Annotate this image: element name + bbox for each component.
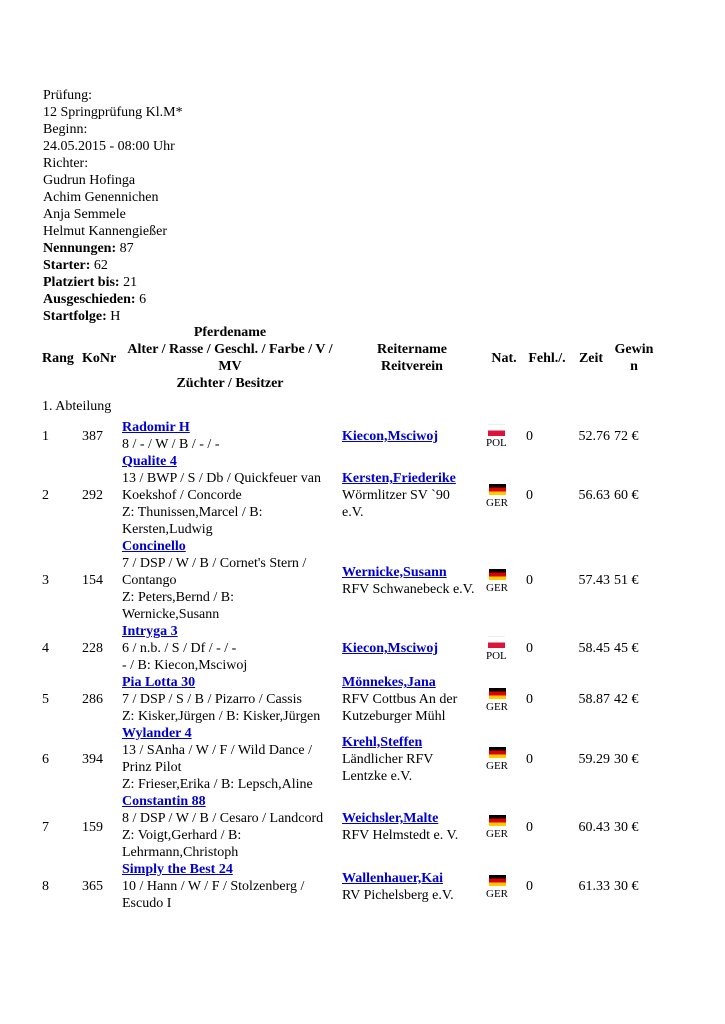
table-row (40, 453, 656, 538)
richter-3: Anja Semmele (43, 207, 126, 222)
nat-code: GER (486, 700, 508, 713)
gewinn-cell: 45 € (614, 641, 639, 656)
horse-link[interactable]: Qualite 4 (122, 454, 177, 469)
horse-cell (120, 419, 340, 453)
rider-cell (340, 623, 484, 674)
horse-cell (120, 861, 340, 912)
beginn-value: 24.05.2015 - 08:00 Uhr (43, 139, 175, 154)
header-gewinn: Gewin n (614, 342, 654, 374)
rider-cell (340, 861, 484, 912)
flag-icon (489, 688, 506, 699)
rider-link[interactable]: Krehl,Steffen (342, 734, 423, 750)
horse-detail-line: Escudo I (122, 896, 172, 911)
richter-label: Richter: (43, 156, 89, 171)
starter-line: Starter: 62 (43, 258, 108, 273)
richter-2: Achim Genennichen (43, 190, 159, 205)
ausgeschieden-line: Ausgeschieden: 6 (43, 292, 147, 307)
beginn-label: Beginn: (43, 122, 88, 137)
zeit-cell: 52.76 (578, 428, 610, 444)
header-row (40, 324, 656, 392)
gewinn-cell: 72 € (614, 428, 639, 444)
club-line: Kutzeburger Mühl (342, 709, 446, 724)
header-rang: Rang (42, 350, 74, 366)
rider-cell (340, 419, 484, 453)
gewinn-cell: 51 € (614, 573, 639, 588)
horse-cell (120, 725, 340, 793)
flag-icon (489, 875, 506, 886)
horse-detail-line: Prinz Pilot (122, 760, 182, 775)
flag-icon (489, 569, 506, 580)
fehl-cell: 0 (526, 573, 533, 588)
nat-code: POL (486, 649, 507, 662)
richter-1: Gudrun Hofinga (43, 173, 136, 188)
table-row (40, 725, 656, 793)
platziert-line: Platziert bis: 21 (43, 275, 138, 290)
fehl-cell: 0 (526, 641, 533, 656)
horse-cell (120, 623, 340, 674)
horse-detail-line: - / B: Kiecon,Msciwoj (122, 658, 248, 673)
rank-cell: 6 (42, 751, 49, 767)
rider-cell (340, 453, 484, 538)
table-row (40, 623, 656, 674)
fehl-cell: 0 (526, 751, 533, 767)
horse-detail-line: 10 / Hann / W / F / Stolzenberg / (122, 879, 305, 894)
nat-cell (484, 623, 524, 674)
table-row (40, 419, 656, 453)
pruefung-label: Prüfung: (43, 88, 92, 103)
nat-cell (484, 861, 524, 912)
horse-detail-line: Wernicke,Susann (122, 607, 220, 622)
flag-icon (489, 815, 506, 826)
section-row (40, 392, 656, 419)
horse-cell (120, 453, 340, 538)
header-konr: KoNr (82, 350, 117, 366)
rank-cell: 4 (42, 641, 49, 656)
rider-link[interactable]: Kiecon,Msciwoj (342, 641, 439, 656)
rider-cell (340, 725, 484, 793)
nat-code: GER (486, 496, 508, 509)
zeit-cell: 56.63 (578, 488, 610, 503)
header-pferd: Pferdename Alter / Rasse / Geschl. / Farbe / V / MV Züchter / Besitzer (127, 325, 333, 391)
table-row (40, 793, 656, 861)
nat-cell (484, 453, 524, 538)
horse-cell (120, 538, 340, 623)
konr-cell: 365 (82, 879, 103, 894)
horse-detail-line: Z: Frieser,Erika / B: Lepsch,Aline (122, 777, 313, 792)
nat-cell (484, 419, 524, 453)
richter-4: Helmut Kannengießer (43, 224, 168, 239)
flag-icon (488, 636, 505, 648)
rank-cell: 2 (42, 488, 49, 503)
nat-code: GER (486, 581, 508, 594)
zeit-cell: 59.29 (578, 751, 610, 767)
table-row (40, 861, 656, 912)
konr-cell: 387 (82, 428, 103, 444)
konr-cell: 228 (82, 641, 103, 656)
nat-code: GER (486, 887, 508, 900)
nat-cell (484, 725, 524, 793)
rank-cell: 5 (42, 692, 49, 707)
fehl-cell: 0 (526, 692, 533, 707)
zeit-cell: 58.45 (578, 641, 610, 656)
horse-cell (120, 793, 340, 861)
horse-detail-line: 7 / DSP / W / B / Cornet's Stern / (122, 556, 307, 571)
horse-detail-line: 7 / DSP / S / B / Pizarro / Cassis (122, 692, 302, 707)
startfolge-line: Startfolge: H (43, 309, 121, 324)
nat-code: POL (486, 437, 507, 449)
club-line: e.V. (342, 505, 364, 520)
konr-cell: 292 (82, 488, 103, 503)
rider-cell (340, 674, 484, 725)
header-nat: Nat. (491, 350, 517, 366)
nat-code: GER (486, 760, 508, 772)
header-zeit: Zeit (578, 350, 604, 366)
rank-cell: 1 (42, 428, 49, 444)
horse-detail-line: Z: Voigt,Gerhard / B: (122, 828, 242, 843)
club-line: Lentzke e.V. (342, 768, 413, 784)
zeit-cell: 57.43 (578, 573, 610, 588)
pruefung-value: 12 Springprüfung Kl.M* (43, 105, 183, 120)
rider-link[interactable]: Wallenhauer,Kai (342, 870, 444, 886)
fehl-cell: 0 (526, 488, 533, 503)
rider-link[interactable]: Kersten,Friederike (342, 471, 456, 486)
header-reiter: Reitername Reitverein (377, 342, 447, 374)
header-fehl: Fehl./. (528, 350, 566, 366)
horse-detail-line: Z: Kisker,Jürgen / B: Kisker,Jürgen (122, 709, 321, 724)
gewinn-cell: 60 € (614, 488, 639, 503)
horse-link[interactable]: Concinello (122, 539, 186, 554)
horse-link[interactable]: Radomir H (122, 420, 190, 435)
rider-link[interactable]: Weichsler,Malte (342, 811, 439, 826)
konr-cell: 159 (82, 819, 103, 835)
fehl-cell: 0 (526, 879, 533, 894)
rank-cell: 3 (42, 573, 49, 588)
zeit-cell: 58.87 (578, 692, 610, 707)
competition-info (43, 87, 183, 325)
rider-link[interactable]: Wernicke,Susann (342, 564, 447, 580)
flag-icon (489, 484, 506, 495)
horse-detail-line: Z: Thunissen,Marcel / B: (122, 505, 263, 520)
horse-link[interactable]: Intryga 3 (122, 624, 178, 639)
konr-cell: 394 (82, 751, 103, 767)
horse-detail-line: 8 / DSP / W / B / Cesaro / Landcord (122, 811, 324, 826)
nennungen-line: Nennungen: 87 (43, 241, 134, 256)
horse-detail-line: 13 / SAnha / W / F / Wild Dance / (122, 743, 312, 758)
gewinn-cell: 30 € (614, 819, 639, 835)
flag-icon (489, 747, 506, 758)
horse-link[interactable]: Wylander 4 (122, 726, 192, 741)
nat-cell (484, 538, 524, 623)
horse-detail-line: Contango (122, 573, 177, 588)
rider-cell (340, 793, 484, 861)
club-line: RFV Cottbus An der (342, 692, 458, 707)
gewinn-cell: 30 € (614, 751, 639, 767)
horse-link[interactable]: Pia Lotta 30 (122, 675, 196, 690)
gewinn-cell: 42 € (614, 692, 639, 707)
horse-link[interactable]: Constantin 88 (122, 794, 206, 809)
rider-cell (340, 538, 484, 623)
horse-detail-line: Lehrmann,Christoph (122, 845, 239, 860)
rank-cell: 8 (42, 879, 49, 894)
rider-link[interactable]: Mönnekes,Jana (342, 675, 436, 690)
rider-link[interactable]: Kiecon,Msciwoj (342, 428, 439, 444)
horse-detail-line: Z: Peters,Bernd / B: (122, 590, 234, 605)
zeit-cell: 61.33 (578, 879, 610, 894)
club-line: Wörmlitzer SV `90 (342, 488, 450, 503)
section-label: 1. Abteilung (42, 399, 112, 414)
konr-cell: 154 (82, 573, 103, 588)
horse-detail-line: Kersten,Ludwig (122, 522, 213, 537)
nat-cell (484, 793, 524, 861)
horse-detail-line: 13 / BWP / S / Db / Quickfeuer van (122, 471, 321, 486)
horse-detail-line: 6 / n.b. / S / Df / - / - (122, 641, 237, 656)
club-line: Ländlicher RFV (342, 751, 434, 767)
horse-detail-line: Koekshof / Concorde (122, 488, 242, 503)
konr-cell: 286 (82, 692, 103, 707)
table-row (40, 674, 656, 725)
club-line: RFV Helmstedt e. V. (342, 828, 459, 843)
club-line: RFV Schwanebeck e.V. (342, 581, 475, 597)
flag-icon (488, 424, 505, 436)
club-line: RV Pichelsberg e.V. (342, 887, 454, 903)
table-row (40, 538, 656, 623)
fehl-cell: 0 (526, 819, 533, 835)
fehl-cell: 0 (526, 428, 533, 444)
nat-code: GER (486, 828, 508, 840)
horse-link[interactable]: Simply the Best 24 (122, 862, 233, 877)
gewinn-cell: 30 € (614, 879, 639, 894)
zeit-cell: 60.43 (578, 819, 610, 835)
rank-cell: 7 (42, 819, 49, 835)
nat-cell (484, 674, 524, 725)
horse-cell (120, 674, 340, 725)
results-table (40, 324, 656, 912)
horse-detail-line: 8 / - / W / B / - / - (122, 437, 220, 452)
